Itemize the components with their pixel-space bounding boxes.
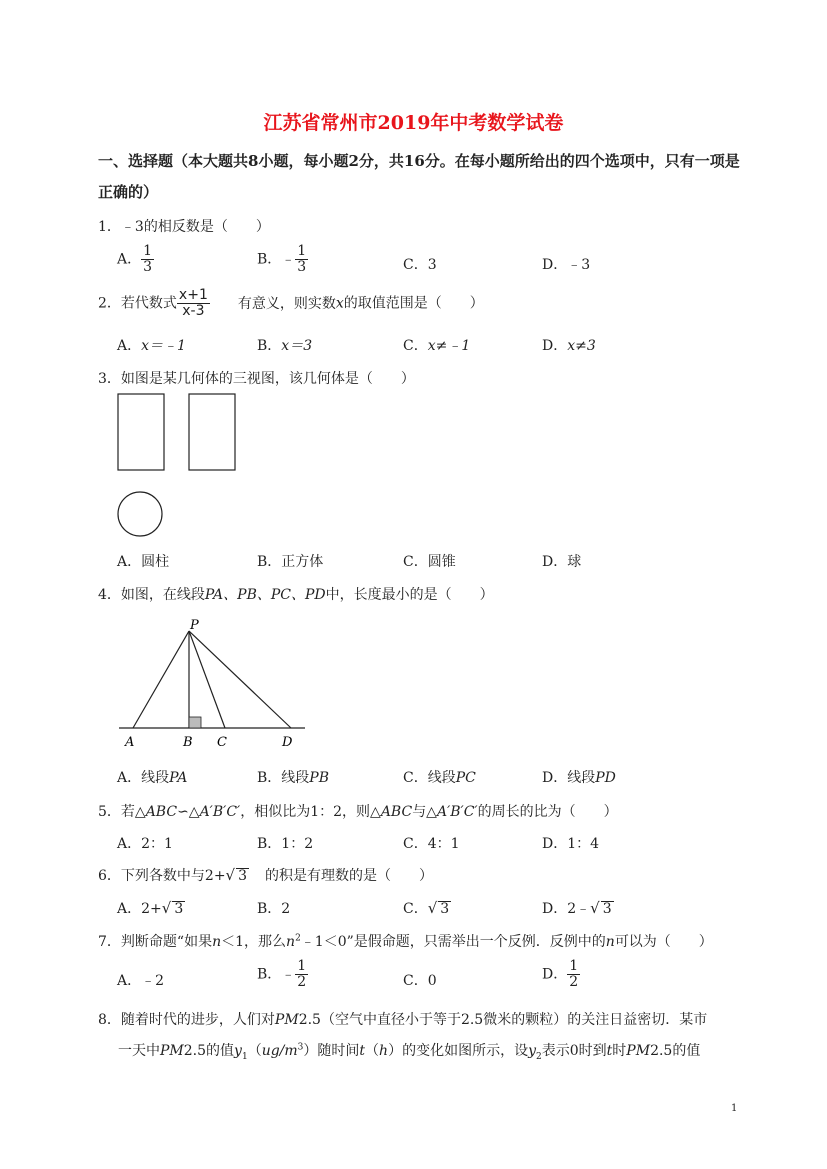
page-title: 江苏省常州市2019年中考数学试卷 — [263, 112, 564, 134]
q6-option-c: C．√ 3 — [403, 899, 450, 917]
question-2: 2．若代数式 $\frac{x+1}{x-3}$ 有意义，则实数x的取值范围是（ ） — [98, 287, 484, 319]
q3-option-d: D．球 — [542, 554, 582, 570]
q1-option-c: C．3 — [403, 257, 437, 273]
top-view-circle — [118, 492, 162, 536]
question-7: 7．判断命题“如果n＜1，那么$n^2﹣1<0$”是假命题，只需举出一个反例．反例中的n可以为（ ） — [98, 933, 713, 950]
q7-option-a: A．﹣2 — [117, 973, 165, 989]
label-c: C — [217, 735, 227, 750]
q2-option-d: D．x≠3 — [542, 338, 596, 354]
q5-option-d: D．1：4 — [542, 836, 600, 852]
segment-pd — [189, 631, 291, 728]
q7-option-c: C．0 — [403, 973, 437, 989]
q3-option-b: B．正方体 — [257, 554, 324, 570]
q4-option-d: D．线段PD — [542, 770, 616, 786]
q3-option-c: C．圆锥 — [403, 554, 456, 570]
question-3: 3．如图是某几何体的三视图，该几何体是（ ） — [98, 371, 415, 387]
q1-option-b: B．﹣ $\frac{1}{3}$ — [257, 243, 307, 275]
three-views-figure — [112, 390, 242, 542]
q3-option-a: A．圆柱 — [117, 554, 170, 570]
question-4: 4．如图，在线段PA、PB、PC、PD中，长度最小的是（ ） — [98, 587, 494, 603]
front-view-rect — [118, 394, 164, 470]
label-b: B — [183, 735, 193, 750]
label-p: P — [190, 618, 199, 633]
q6-option-b: B．2 — [257, 901, 291, 917]
q1-option-a: A． $\frac{1}{3}$ — [117, 243, 153, 275]
q7-option-b: B．﹣ $\frac{1}{2}$ — [257, 958, 307, 990]
q4-option-a: A．线段PA — [117, 770, 188, 786]
q1-option-d: D．﹣3 — [542, 257, 591, 273]
q6-option-d: D．2﹣√ 3 — [542, 899, 612, 917]
question-8-line-2: 一天中PM2.5的值$y_1(ug/m^3)$随时间t（h）的变化如图所示，设$y_2$表示0时到t时PM2.5的值 — [118, 1042, 701, 1062]
segment-pc — [189, 631, 225, 728]
question-8-line-1: 8．随着时代的进步，人们对PM2.5（空气中直径小于等于2.5微米的颗粒）的关注日益密切．某市 — [98, 1012, 708, 1028]
right-angle-mark — [189, 717, 201, 728]
segment-pa — [133, 631, 189, 728]
section-heading: 一、选择题（本大题共8小题，每小题2分，共16分。在每小题所给出的四个选项中，只有一项是 — [98, 152, 740, 170]
q2-option-b: B．x＝3 — [257, 338, 313, 354]
question-6: 6．下列各数中与2+√ 3 的积是有理数的是（ ） — [98, 866, 434, 884]
q5-option-a: A．2：1 — [117, 836, 173, 852]
label-a: A — [125, 735, 135, 750]
q2-option-a: A．x＝﹣1 — [117, 338, 186, 354]
question-5: 5．若△ABC∽△A′B′C′，相似比为1：2，则△ABC与△A′B′C′的周长的比为（ ） — [98, 804, 618, 820]
label-d: D — [282, 735, 293, 750]
section-heading-cont: 正确的） — [98, 183, 159, 201]
q2-option-c: C．x≠﹣1 — [403, 338, 471, 354]
segments-figure — [115, 615, 307, 751]
question-1: 1．﹣3的相反数是（ ） — [98, 219, 270, 235]
q6-option-a: A．2+√ 3 — [117, 899, 184, 917]
q4-option-b: B．线段PB — [257, 770, 330, 786]
q7-option-d: D． $\frac{1}{2}$ — [542, 958, 579, 990]
q5-option-c: C．4：1 — [403, 836, 460, 852]
page-number: 1 — [731, 1103, 738, 1114]
side-view-rect — [189, 394, 235, 470]
q4-option-c: C．线段PC — [403, 770, 476, 786]
q5-option-b: B．1：2 — [257, 836, 314, 852]
